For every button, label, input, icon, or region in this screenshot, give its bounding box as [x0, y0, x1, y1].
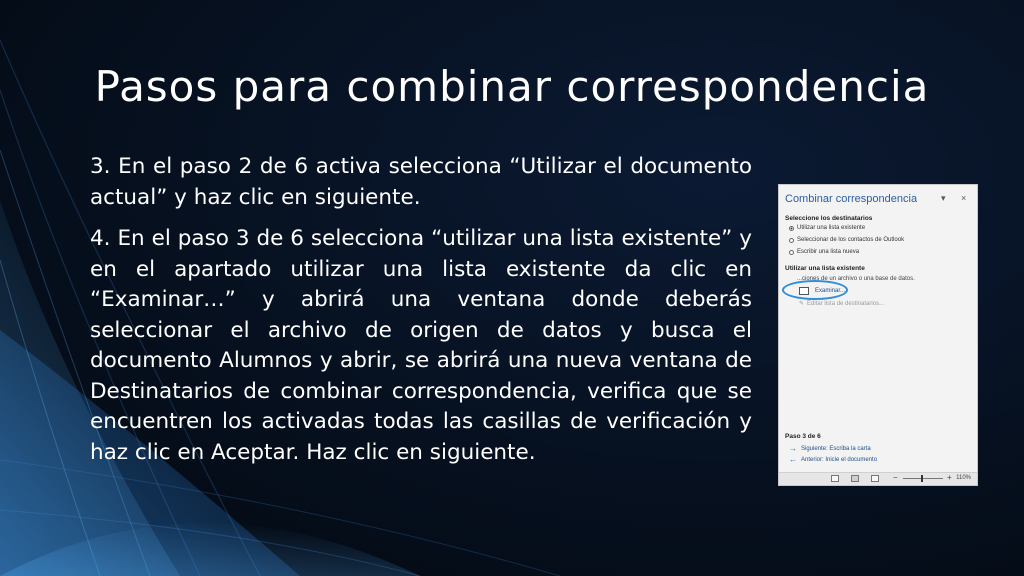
section-select-recipients: Seleccione los destinatarios: [785, 215, 873, 222]
mail-merge-task-pane: [778, 184, 978, 486]
chevron-down-icon[interactable]: ▾: [941, 193, 946, 203]
read-mode-icon[interactable]: [831, 475, 839, 482]
status-bar: [779, 472, 977, 485]
close-icon[interactable]: ×: [961, 193, 967, 203]
slide-body: [90, 152, 752, 479]
zoom-slider[interactable]: [903, 478, 943, 479]
web-layout-icon[interactable]: [871, 475, 879, 482]
zoom-out-icon[interactable]: −: [893, 473, 898, 482]
step-3-paragraph: 3. En el paso 2 de 6 activa selecciona “Utilizar el documento actual” y haz clic en siguiente.: [90, 154, 752, 210]
radio-selected-icon: [789, 226, 794, 231]
zoom-slider-knob[interactable]: [921, 475, 923, 482]
existing-list-description: ...ciones de un archivo o una base de datos.: [797, 276, 915, 282]
highlight-circle: [782, 280, 848, 300]
option-use-existing-list[interactable]: Utilizar una lista existente: [789, 225, 865, 231]
zoom-in-icon[interactable]: +: [947, 473, 952, 482]
radio-icon: [789, 238, 794, 243]
arrow-right-icon: →: [789, 444, 797, 453]
pane-title: Combinar correspondencia: [785, 193, 918, 205]
edit-recipient-list-link: ✎ Editar lista de destinatarios...: [799, 300, 885, 307]
browse-link[interactable]: Examinar...: [799, 287, 845, 295]
arrow-left-icon: ←: [789, 455, 797, 464]
print-layout-icon[interactable]: [851, 475, 859, 482]
option-new-list[interactable]: Escribir una lista nueva: [789, 249, 859, 255]
step-indicator: Paso 3 de 6: [785, 433, 821, 440]
zoom-level[interactable]: 110%: [956, 475, 971, 481]
pencil-icon: ✎: [799, 301, 805, 307]
previous-step-link[interactable]: ← Anterior: Inicie el documento: [789, 455, 878, 464]
option-outlook-contacts[interactable]: Seleccionar de los contactos de Outlook: [789, 237, 904, 243]
step-4-paragraph: 4. En el paso 3 de 6 selecciona “utilizar una lista existente” y en el apartado utilizar una lista existente da clic en “Examinar…” y abrirá una ventana donde deberás seleccionar el archivo de origen de datos y busca el documento Alumnos y abrir, se abrirá una nueva ventana de Destinatarios de combinar correspondencia, verifica que se encuentren los activadas todas las casillas de verificación y haz clic en Aceptar. Haz clic en siguiente.: [90, 226, 752, 465]
radio-icon: [789, 250, 794, 255]
section-use-existing-list: Utilizar una lista existente: [785, 265, 865, 272]
next-step-link[interactable]: → Siguiente: Escriba la carta: [789, 444, 871, 453]
slide-title: Pasos para combinar correspondencia: [94, 62, 930, 111]
